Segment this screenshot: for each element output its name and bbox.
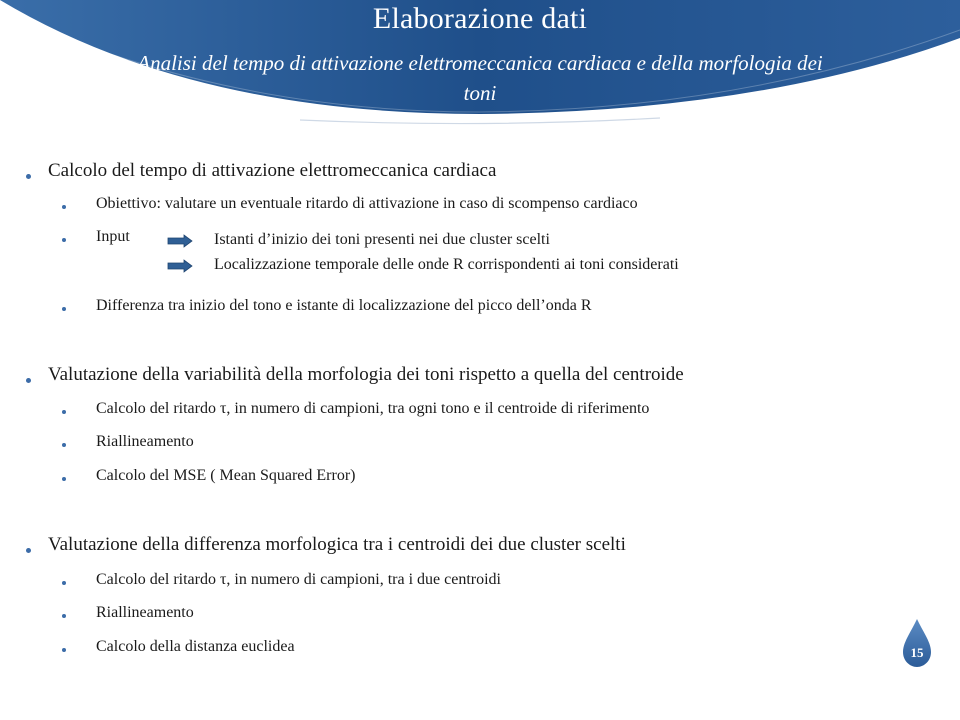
slide-subtitle: Analisi del tempo di attivazione elettromeccanica cardiaca e della morfologia dei toni <box>137 51 823 105</box>
bullet-dot <box>62 477 66 481</box>
bullet-dot <box>62 410 66 414</box>
slide-title: Elaborazione dati <box>372 2 588 35</box>
bullet-dot <box>26 548 31 553</box>
bullet-dot <box>26 174 31 179</box>
bullet-dot <box>62 614 66 618</box>
bullet-dot <box>62 205 66 209</box>
arrow-right-icon <box>166 259 194 273</box>
list-item: Calcolo della distanza euclidea <box>96 638 295 655</box>
list-item: Calcolo del ritardo τ, in numero di campioni, tra i due centroidi <box>96 571 501 588</box>
list-item: Calcolo del MSE ( Mean Squared Error) <box>96 467 356 484</box>
section-heading: Valutazione della variabilità della morfologia dei toni rispetto a quella del centroide <box>48 364 684 385</box>
list-item: Riallineamento <box>96 604 194 621</box>
bullet-dot <box>62 307 66 311</box>
list-item-input: Input <box>96 228 130 245</box>
section-heading: Calcolo del tempo di attivazione elettromeccanica cardiaca <box>48 160 497 181</box>
bullet-dot <box>62 581 66 585</box>
page-number: 15 <box>910 645 924 660</box>
bullet-dot <box>26 378 31 383</box>
input-line: Istanti d’inizio dei toni presenti nei due cluster scelti <box>214 231 550 248</box>
bullet-dot <box>62 443 66 447</box>
arrow-right-icon <box>166 234 194 248</box>
section-heading: Valutazione della differenza morfologica tra i centroidi dei due cluster scelti <box>48 534 626 555</box>
list-item: Riallineamento <box>96 433 194 450</box>
list-item: Differenza tra inizio del tono e istante di localizzazione del picco dell’onda R <box>96 297 592 314</box>
list-item: Calcolo del ritardo τ, in numero di campioni, tra ogni tono e il centroide di riferimento <box>96 400 650 417</box>
bullet-dot <box>62 648 66 652</box>
input-line: Localizzazione temporale delle onde R corrispondenti ai toni considerati <box>214 256 679 273</box>
list-item: Obiettivo: valutare un eventuale ritardo di attivazione in caso di scompenso cardiaco <box>96 195 638 212</box>
bullet-dot <box>62 238 66 242</box>
